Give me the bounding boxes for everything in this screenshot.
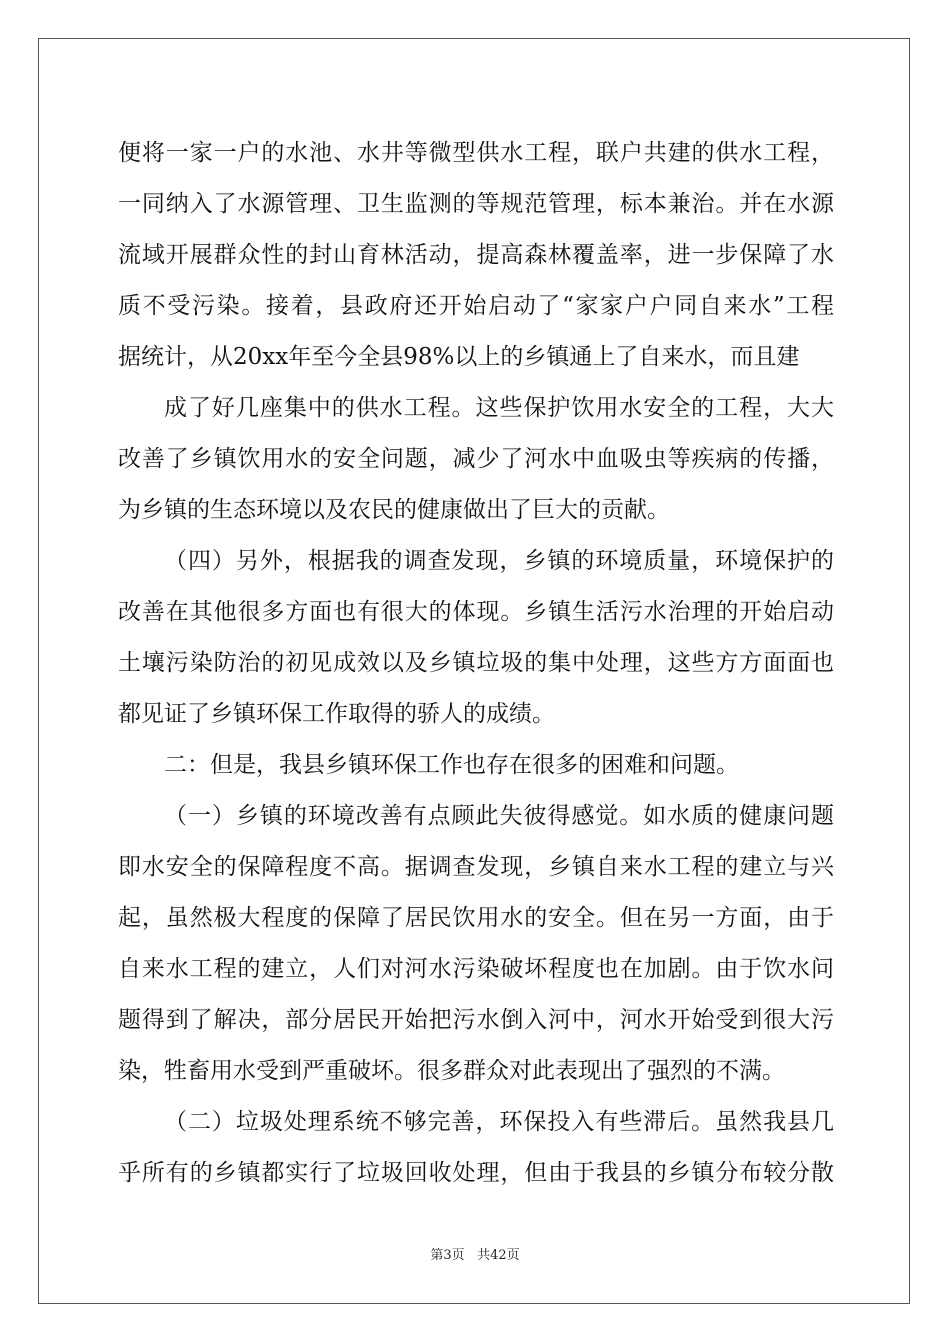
text-line: 自来水工程的建立，人们对河水污染破坏程度也在加剧。由于饮水问 <box>118 956 834 982</box>
text-line: 起，虽然极大程度的保障了居民饮用水的安全。但在另一方面，由于 <box>118 905 834 931</box>
text-line: 改善在其他很多方面也有很大的体现。乡镇生活污水治理的开始启动 <box>118 599 834 625</box>
text-line: 据统计，从20xx年至今全县98%以上的乡镇通上了自来水，而且建 <box>118 344 800 370</box>
page-total: 共42页 <box>477 1248 520 1263</box>
text-line: 质不受污染。接着，县政府还开始启动了“家家户户同自来水”工程 <box>118 293 834 319</box>
text-line: 土壤污染防治的初见成效以及乡镇垃圾的集中处理，这些方方面面也 <box>118 650 834 676</box>
text-line: 染，牲畜用水受到严重破坏。很多群众对此表现出了强烈的不满。 <box>118 1058 785 1084</box>
text-line: 都见证了乡镇环保工作取得的骄人的成绩。 <box>118 701 555 727</box>
document-body <box>118 128 834 1199</box>
text-line: 乎所有的乡镇都实行了垃圾回收处理，但由于我县的乡镇分布较分散 <box>118 1160 834 1186</box>
text-line: （四）另外，根据我的调查发现，乡镇的环境质量，环境保护的 <box>164 548 834 574</box>
text-line: （一）乡镇的环境改善有点顾此失彼得感觉。如水质的健康问题 <box>164 803 834 829</box>
text-line: 即水安全的保障程度不高。据调查发现，乡镇自来水工程的建立与兴 <box>118 854 834 880</box>
page-number: 第3页 <box>430 1248 465 1263</box>
text-line: 成了好几座集中的供水工程。这些保护饮用水安全的工程，大大 <box>164 395 834 421</box>
text-line: 便将一家一户的水池、水井等微型供水工程，联户共建的供水工程， <box>118 140 834 166</box>
page-footer <box>0 1244 950 1263</box>
text-line: （二）垃圾处理系统不够完善，环保投入有些滞后。虽然我县几 <box>164 1109 834 1135</box>
text-line: 题得到了解决，部分居民开始把污水倒入河中，河水开始受到很大污 <box>118 1007 834 1033</box>
text-line: 改善了乡镇饮用水的安全问题，减少了河水中血吸虫等疾病的传播， <box>118 446 834 472</box>
text-line: 为乡镇的生态环境以及农民的健康做出了巨大的贡献。 <box>118 497 670 523</box>
text-line: 流域开展群众性的封山育林活动，提高森林覆盖率，进一步保障了水 <box>118 242 834 268</box>
text-line: 一同纳入了水源管理、卫生监测的等规范管理，标本兼治。并在水源 <box>118 191 834 217</box>
text-line: 二：但是，我县乡镇环保工作也存在很多的困难和问题。 <box>164 752 739 778</box>
